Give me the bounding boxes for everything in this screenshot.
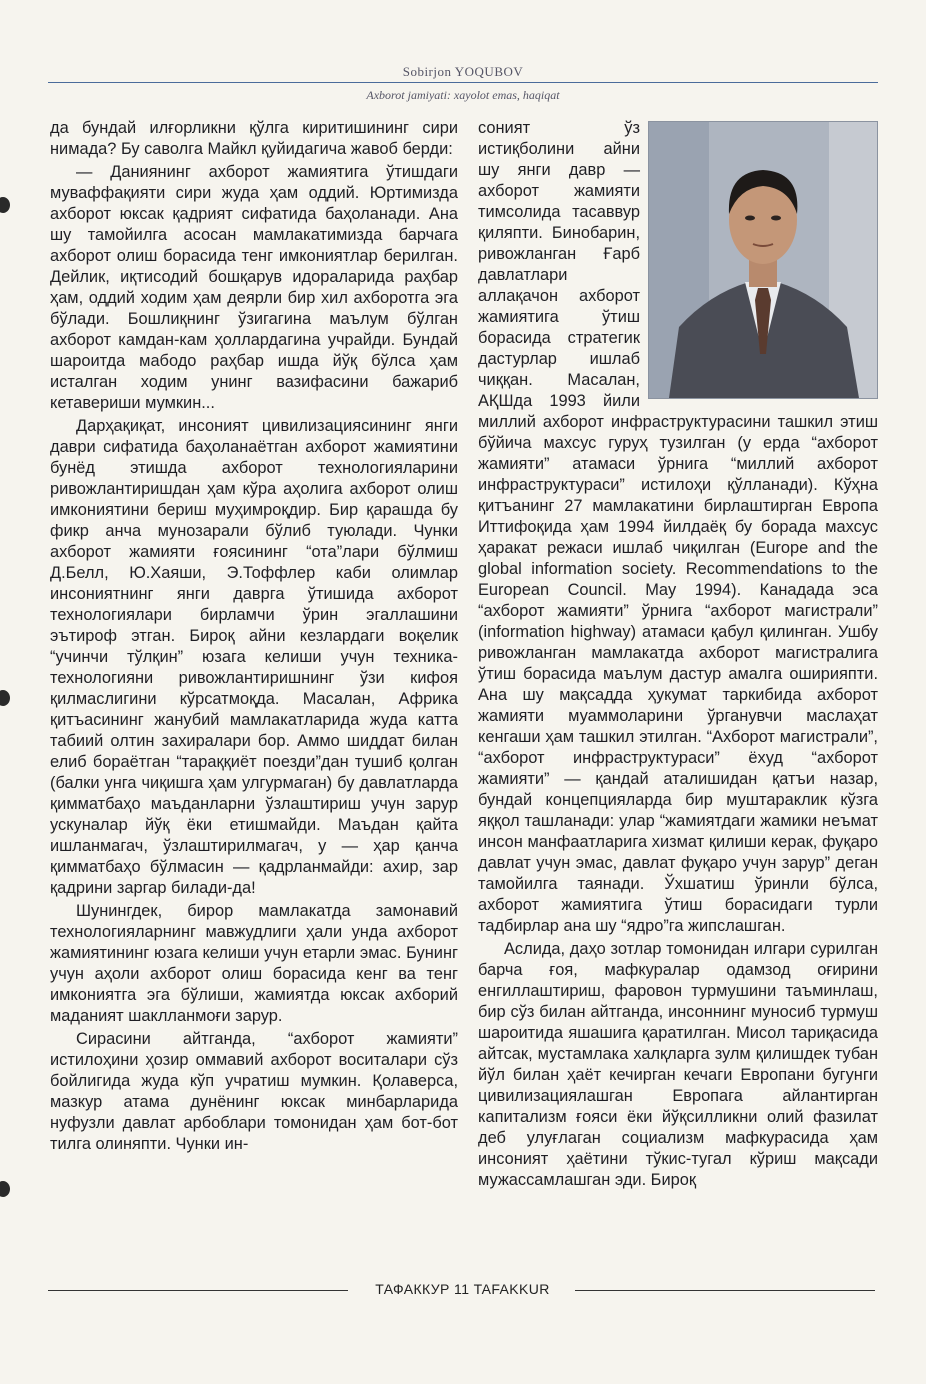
footer-page-label: ТАФАККУР 11 TAFAKKUR xyxy=(375,1281,550,1297)
portrait-illustration xyxy=(649,122,877,398)
footer-rule xyxy=(575,1290,875,1291)
punch-hole xyxy=(0,197,10,213)
paragraph: Аслида, даҳо зотлар томонидан илгари сурилган барча ғоя, мафкуралар одамзод оғирини енгиллаштириш, фаровон турмушини таъминлаш, бир сўз билан айтганда, инсоннинг муносиб турмуш шароитида яшашига қаратилган. Мисол тариқасида айтсак, мустамлака халқларга зулм қилишдек тубан йўл билан ҳаёт кечирган кечаги Европани бугунги цивилизациялашган Европага айлантирган капитализм ғояси ёки йўқсилликни олий фазилат деб улуғлаган социализм мафкурасида ҳам инсоният ҳаётини тўкис-тугал кўриш мақсади мужассамлашган эди. Бироқ xyxy=(478,940,878,1189)
left-column xyxy=(50,118,458,1155)
header-author: Sobirjon YOQUBOV xyxy=(402,64,524,79)
paragraph: Шунингдек, бирор мамлакатда замонавий технологияларнинг мавжудлиги ҳали унда ахборот жамиятининг юзага келиши учун етарли эмас. Бунинг учун аҳоли ахборот олиш борасида кенг ва тенг имкониятга эга бўлиши, жамиятда юксак ахборий маданият шаклланмоғи зарур. xyxy=(50,902,458,1025)
author-portrait-photo xyxy=(648,121,878,399)
paragraph: соният ўз истиқболини айни шу янги давр — ахборот жамияти тимсолида тасаввур қиляпти. Бинобарин, ривожланган Ғарб давлатлари аллақачон ахборот жамиятига ўтиш борасида стратегик дастурлар ишлаб чиққан. Масалан, АҚШда 1993 йили миллий ахборот инфраструктурасини ташкил этиш бўйича махсус гуруҳ тузилган (у ерда “ахборот жамияти” атамаси ўрнига “миллий ахборот инфраструктураси” истилоҳи қўлланади). Кўҳна қитъанинг 27 мамлакатини бирлаштирган Европа Иттифоқида ҳам 1994 йилдаёқ бу борада махсус ҳаракат режаси ишлаб чиқилган (Europe and the global information society. Recommendations to the European Council. May 1994). Канадада эса “ахборот жамияти” ўрнига “ахборот магистрали” (information highway) атамаси қабул қилинган. Ушбу ривожланган мамлакатда ахборот магистралига ўтиш борасида маълум дастур амалга оширияпти. Ана шу мақсадда ҳукумат таркибида ахборот жамияти муаммоларини ўрганувчи маслаҳат кенгаши ҳам ташкил этилган. “Ахборот магистрали”, “ахборот инфраструктураси” ёхуд “ахборот жамияти” — қандай аталишидан қатъи назар, бундай концепцияларда бир муштараклик кўзга яққол ташланади: улар “жамиятдаги жамики неъмат инсон манфаатларига хизмат қилиши керак, фуқаро давлат учун эмас, давлат фуқаро учун зарур” деган тамойилга таянади. Ўхшатиш ўринли бўлса, ахборот жамиятига ўтиш борасидаги турли тадбирлар ана шу “ядро”га жипслашган. xyxy=(478,119,878,935)
paragraph: Сирасини айтганда, “ахборот жамияти” истилоҳини ҳозир оммавий ахборот воситалари сўз бойлигида жуда кўп учратиш мумкин. Қолаверса, мазкур атама дунёнинг юксак минбарларида нуфузли давлат арбоблари томонидан ҳам бот-бот тилга олиняпти. Чунки ин- xyxy=(50,1030,458,1153)
footer-rule xyxy=(48,1290,348,1291)
paragraph: — Даниянинг ахборот жамиятига ўтишдаги муваффақияти сири жуда ҳам оддий. Юртимизда ахборот юксак қадрият сифатида баҳоланади. Ана шу тамойилга асосан мамлакатимизда барчага ахборот олиш борасида тенг имкониятлар берилган. Дейлик, иқтисодий бошқарув идораларида раҳбар ҳам, оддий ходим ҳам деярли бир хил ахборотга эга бўлади. Бошлиқнинг ўзигагина маълум бўлган ахборот камдан-кам ҳоллардагина учрайди. Бундай шароитда мабодо раҳбар ишда йўқ бўлса ҳам исталган ходим унинг вазифасини бажариб кетавериши мумкин... xyxy=(50,163,458,412)
punch-hole xyxy=(0,1181,10,1197)
paragraph: Дарҳақиқат, инсоният цивилизациясининг янги даври сифатида баҳоланаётган ахборот жамиятини бунёд этишда ахборот технологияларини ривожлантиришдан ҳам кўра аҳолига ахборот олиш имкониятини бериш муҳимроқдир. Бир қарашда бу фикр анча мунозарали бўлиб туюлади. Чунки ахборот жамияти ғоясининг “ота”лари бўлмиш Д.Белл, Ю.Хаяши, Э.Тоффлер каби олимлар инсониятнинг янги даврга ўтишида ахборот технологиялари бирламчи ўрин эгаллашини эътироф этган. Бироқ айни кезлардаги воқелик “учинчи тўлқин” юзага келиши учун техника-технологияни ривожлантиришнинг ўзи кифоя қилмаслигини кўрсатмоқда. Масалан, Африка қитъасининг жанубий мамлакатларида жуда катта табиий олтин захиралари бор. Аммо шиддат билан елиб бораётган “тараққиёт поезди”дан тушиб қолган (балки унга чиқишга ҳам улгурмаган) бу давлатларда қимматбаҳо маъданларни ўзлаштириш учун зарур ускуналар йўқ ёки етишмайди. Маъдан қайта ишланмагач, ўзлаштирилмагач, у — ҳар қанча қимматбаҳо бўлмасин — қадрланмайди: ахир, зар қадрини заргар билади-да! xyxy=(50,417,458,897)
header-subtitle: Axborot jamiyati: xayolot emas, haqiqat xyxy=(366,88,560,102)
punch-hole xyxy=(0,690,10,706)
header-rule xyxy=(48,82,878,83)
paragraph: да бундай илғорликни қўлга киритишининг сири нимада? Бу саволга Майкл қуйидагича жавоб берди: xyxy=(50,119,458,158)
